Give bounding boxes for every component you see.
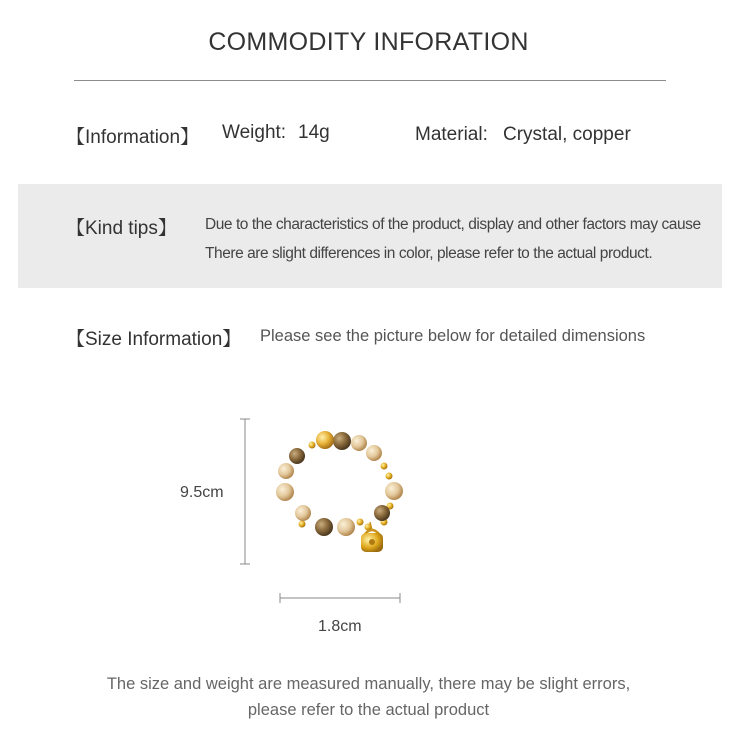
height-dimension-line (240, 419, 250, 564)
page-title: COMMODITY INFORATION (208, 28, 529, 56)
material-label: Material: (415, 124, 488, 145)
information-label: 【Information】 (66, 127, 200, 148)
kind-tips-label: 【Kind tips】 (66, 218, 177, 239)
kind-tips-line-2: There are slight differences in color, please refer to the actual product. (205, 245, 653, 262)
footer-note-line-2: please refer to the actual product (247, 701, 490, 719)
ring-beads (276, 431, 403, 536)
footer-note-line-1: The size and weight are measured manually, there may be slight errors, (106, 675, 631, 693)
size-information-label: 【Size Information】 (66, 329, 242, 350)
weight-label: Weight: (222, 122, 287, 143)
weight-value: 14g (298, 122, 330, 143)
kind-tips-line-1: Due to the characteristics of the product, display and other factors may cause (205, 216, 701, 233)
lock-charm-icon (361, 522, 383, 552)
width-dimension-line (280, 593, 400, 603)
size-information-note: Please see the picture below for detailed dimensions (260, 327, 646, 345)
height-dimension-label: 9.5cm (180, 484, 224, 501)
material-value: Crystal, copper (503, 124, 631, 145)
width-dimension-label: 1.8cm (318, 618, 362, 635)
